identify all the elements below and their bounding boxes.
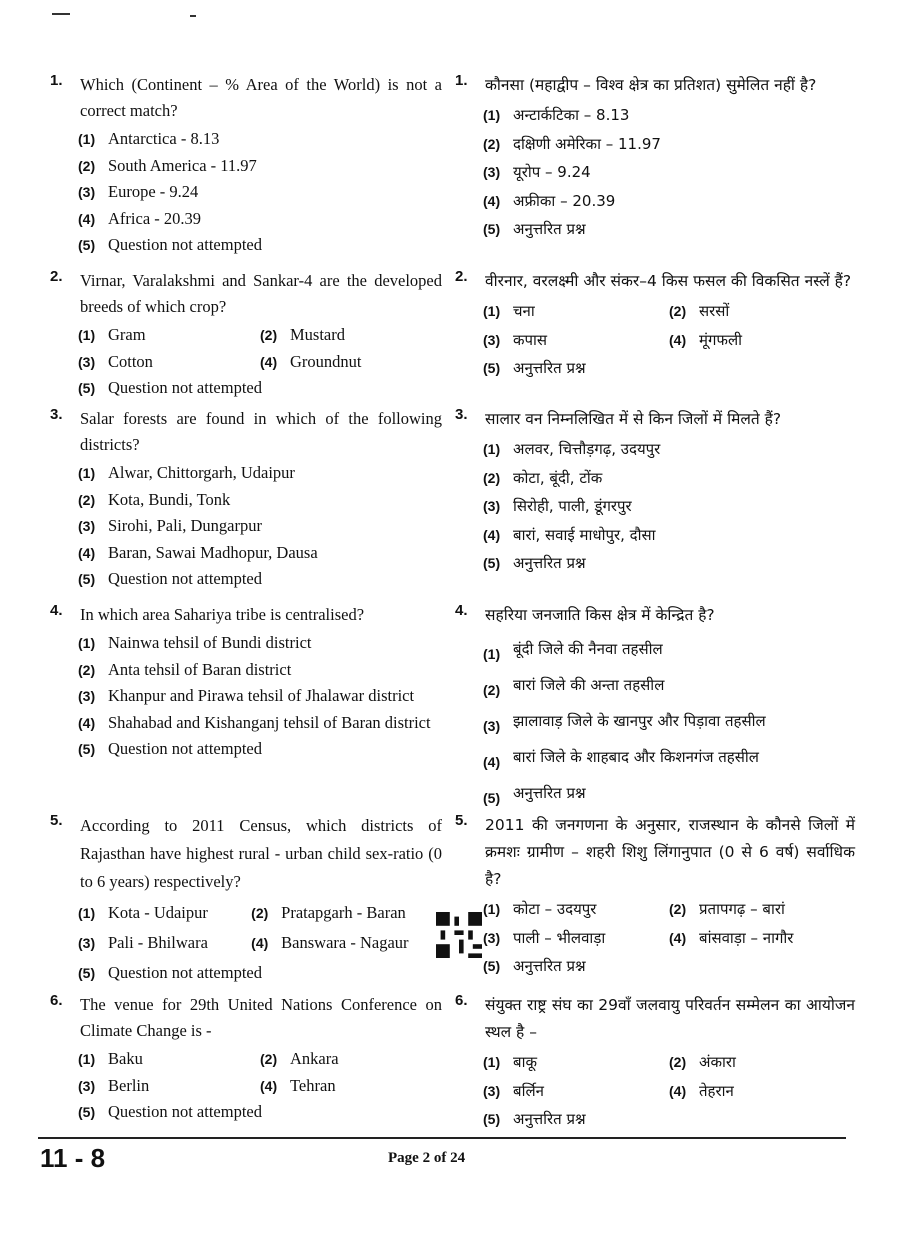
option (483, 1077, 669, 1106)
option-text: अनुत्तरित प्रश्न (513, 784, 586, 802)
option (78, 958, 442, 988)
option (483, 631, 855, 667)
option-number: (1) (78, 635, 96, 651)
option-number: (5) (78, 380, 96, 396)
options-list (483, 631, 855, 811)
option-number: (5) (483, 1111, 501, 1127)
option-text: प्रतापगढ़ – बारां (699, 900, 785, 918)
option-number: (4) (260, 1077, 278, 1094)
option-text: Sirohi, Pali, Dungarpur (108, 516, 262, 535)
option-text: Gram (108, 325, 146, 344)
options-list (483, 895, 855, 981)
option (251, 898, 442, 928)
option-number: (5) (78, 237, 96, 253)
option (483, 158, 855, 187)
option-number: (3) (483, 498, 501, 514)
option (78, 683, 442, 710)
option-text: अनुत्तरित प्रश्न (513, 220, 586, 238)
question-3-en (50, 406, 442, 593)
option (483, 895, 669, 924)
option (483, 326, 669, 355)
option-number: (4) (669, 331, 687, 348)
question-number: 5. (455, 812, 468, 829)
option-text: कपास (513, 330, 548, 349)
option-text: कोटा – उदयपुर (513, 900, 597, 918)
option (669, 297, 855, 326)
option-text: Nainwa tehsil of Bundi district (108, 633, 312, 652)
option-text: Europe - 9.24 (108, 182, 199, 201)
question-text: सालार वन निम्नलिखित में से किन जिलों में मिलते हैं? (485, 410, 782, 428)
option-text: Groundnut (290, 351, 362, 371)
option (483, 464, 855, 493)
option-number: (2) (260, 327, 278, 343)
question-number: 2. (455, 268, 468, 285)
option-number: (1) (78, 131, 96, 147)
option-text: Cotton (108, 351, 153, 371)
question-number: 5. (50, 812, 63, 829)
option-number: (3) (483, 718, 501, 734)
option (483, 101, 855, 130)
option-text: Kota, Bundi, Tonk (108, 489, 231, 509)
option (78, 928, 251, 958)
option-number: (2) (251, 905, 269, 921)
option-text: Tehran (290, 1075, 336, 1095)
option-number: (1) (483, 107, 501, 123)
options-list (78, 460, 442, 593)
option (260, 1073, 442, 1100)
footer-rule (38, 1137, 846, 1139)
option-text: अलवर, चित्तौड़गढ़, उदयपुर (513, 440, 661, 458)
options-list (483, 1048, 855, 1134)
option-number: (2) (483, 135, 501, 152)
option-number: (4) (260, 353, 278, 370)
option-text: Question not attempted (108, 963, 262, 982)
option-text: Question not attempted (108, 235, 262, 254)
option (483, 130, 855, 159)
question-number: 1. (50, 72, 63, 89)
option-text: South America - 11.97 (108, 155, 257, 175)
option-number: (1) (78, 905, 96, 921)
question-text: Which (Continent – % Area of the World) is not a correct match? (80, 75, 442, 120)
option (78, 630, 442, 657)
option (260, 1046, 442, 1073)
option-number: (4) (78, 714, 96, 731)
option-text: पाली – भीलवाड़ा (513, 928, 606, 947)
option-number: (2) (483, 682, 501, 698)
option-number: (3) (78, 184, 96, 200)
question-text: संयुक्त राष्ट्र संघ का 29वाँ जलवायु परिवर्तन सम्मेलन का आयोजन स्थल है – (485, 996, 855, 1041)
option (483, 215, 855, 244)
option-text: Question not attempted (108, 739, 262, 758)
option-number: (2) (78, 491, 96, 508)
option-number: (1) (483, 303, 501, 319)
question-number: 4. (455, 602, 468, 619)
question-4-en (50, 602, 442, 763)
option (669, 1048, 855, 1077)
question-1-hi (455, 72, 855, 244)
options-list (483, 297, 855, 383)
option-text: यूरोप – 9.24 (513, 163, 591, 181)
option-number: (3) (483, 164, 501, 180)
question-5-hi (455, 812, 855, 981)
option-number: (2) (78, 661, 96, 678)
option (78, 736, 442, 763)
option (78, 1046, 260, 1073)
option-number: (1) (78, 465, 96, 481)
option-text: Africa - 20.39 (108, 208, 202, 228)
option-text: बूंदी जिले की नैनवा तहसील (513, 640, 663, 658)
option-number: (4) (78, 210, 96, 227)
option-text: दक्षिणी अमेरिका – 11.97 (513, 134, 661, 153)
question-text: According to 2011 Census, which districts of Rajasthan have highest rural - urban child sex-ratio (0 to 6 years) respectively? (80, 816, 442, 891)
option (483, 667, 855, 703)
option (78, 232, 442, 259)
option-number: (1) (483, 646, 501, 662)
option-number: (5) (78, 571, 96, 587)
option (483, 775, 855, 811)
option (78, 487, 442, 514)
option (251, 928, 442, 958)
options-list (78, 898, 442, 988)
option-text: बर्लिन (513, 1081, 544, 1100)
question-number: 1. (455, 72, 468, 89)
option-number: (1) (483, 441, 501, 457)
option (669, 326, 855, 355)
question-number: 6. (50, 992, 63, 1009)
option-text: सरसों (699, 302, 730, 320)
option (483, 1105, 855, 1134)
option-number: (1) (483, 1054, 501, 1070)
question-number: 3. (50, 406, 63, 423)
option-text: अफ्रीका – 20.39 (513, 191, 616, 210)
qr-code-icon (436, 912, 482, 958)
option-text: Mustard (290, 325, 345, 344)
option (78, 1099, 442, 1126)
option-text: Khanpur and Pirawa tehsil of Jhalawar district (108, 686, 415, 705)
option-text: अनुत्तरित प्रश्न (513, 359, 586, 377)
option (78, 179, 442, 206)
option (78, 1073, 260, 1100)
question-2-en (50, 268, 442, 402)
option-number: (4) (483, 192, 501, 209)
option-text: मूंगफली (699, 330, 743, 349)
option-text: Banswara - Nagaur (281, 933, 409, 952)
option-number: (1) (78, 1051, 96, 1067)
option-number: (2) (260, 1051, 278, 1067)
option (483, 492, 855, 521)
question-text: वीरनार, वरलक्ष्मी और संकर–4 किस फसल की विकसित नस्लें हैं? (485, 272, 852, 290)
option-text: Berlin (108, 1075, 150, 1095)
option-text: Pali - Bhilwara (108, 933, 208, 952)
option (78, 540, 442, 567)
option-number: (2) (669, 303, 687, 319)
option (669, 924, 855, 953)
option-text: बाकू (513, 1053, 537, 1071)
option-text: बांसवाड़ा – नागौर (699, 928, 794, 947)
option-text: Question not attempted (108, 569, 262, 588)
option-text: अनुत्तरित प्रश्न (513, 957, 586, 975)
option-number: (4) (78, 544, 96, 561)
option-number: (5) (78, 741, 96, 757)
option-number: (5) (483, 958, 501, 974)
option-number: (1) (483, 901, 501, 917)
option (260, 349, 442, 376)
option (78, 349, 260, 376)
option-text: झालावाड़ जिले के खानपुर और पिड़ावा तहसील (513, 712, 766, 730)
option-text: Shahabad and Kishanganj tehsil of Baran district (108, 712, 431, 732)
question-1-en (50, 72, 442, 259)
option (78, 153, 442, 180)
question-6-en (50, 992, 442, 1126)
option-number: (4) (483, 526, 501, 543)
option (483, 952, 855, 981)
option-number: (3) (483, 331, 501, 348)
option-number: (4) (669, 1082, 687, 1099)
option-number: (3) (78, 353, 96, 370)
option (78, 566, 442, 593)
option-text: चना (513, 302, 535, 320)
options-list (78, 126, 442, 259)
options-list (483, 435, 855, 578)
option-number: (4) (483, 754, 501, 770)
option-text: तेहरान (699, 1081, 734, 1100)
options-list (78, 322, 442, 402)
question-text: Virnar, Varalakshmi and Sankar-4 are the developed breeds of which crop? (80, 271, 442, 316)
option-text: Anta tehsil of Baran district (108, 659, 292, 679)
option (260, 322, 442, 349)
question-3-hi (455, 406, 855, 578)
option (483, 924, 669, 953)
question-number: 4. (50, 602, 63, 619)
option-number: (5) (483, 221, 501, 237)
option (483, 1048, 669, 1077)
option (483, 354, 855, 383)
question-number: 2. (50, 268, 63, 285)
option (78, 898, 251, 928)
options-list (483, 101, 855, 244)
option-number: (2) (483, 469, 501, 486)
scan-mark (52, 13, 70, 15)
question-5-en (50, 812, 442, 988)
question-number: 3. (455, 406, 468, 423)
option-text: Kota - Udaipur (108, 903, 208, 922)
options-list (78, 1046, 442, 1126)
option-text: कोटा, बूंदी, टोंक (513, 468, 603, 487)
option-text: Question not attempted (108, 378, 262, 397)
option-number: (3) (483, 929, 501, 946)
option (483, 739, 855, 775)
option-number: (5) (78, 965, 96, 981)
option (78, 322, 260, 349)
option-number: (4) (251, 935, 269, 951)
option-text: अंकारा (699, 1053, 736, 1071)
option (483, 703, 855, 739)
option (483, 549, 855, 578)
question-text: In which area Sahariya tribe is centralised? (80, 605, 365, 624)
option (78, 375, 442, 402)
option (78, 206, 442, 233)
option (483, 435, 855, 464)
options-list (78, 630, 442, 763)
question-text: Salar forests are found in which of the following districts? (80, 409, 442, 454)
page-number: Page 2 of 24 (388, 1150, 466, 1166)
option-text: Antarctica - 8.13 (108, 129, 220, 148)
question-text: 2011 की जनगणना के अनुसार, राजस्थान के कौनसे जिलों में क्रमशः ग्रामीण – शहरी शिशु लिंगानुपात (0 से 6 वर्ष) सर्वाधिक है? (485, 816, 855, 888)
option-text: Baran, Sawai Madhopur, Dausa (108, 542, 318, 562)
option-text: सिरोही, पाली, डूंगरपुर (513, 497, 632, 515)
option-text: Baku (108, 1049, 143, 1068)
option-number: (1) (78, 327, 96, 343)
option-number: (5) (78, 1104, 96, 1120)
option (78, 460, 442, 487)
question-text: The venue for 29th United Nations Conference on Climate Change is - (80, 995, 442, 1040)
option-number: (5) (483, 555, 501, 571)
option-number: (3) (78, 688, 96, 704)
question-6-hi (455, 992, 855, 1134)
option-text: Ankara (290, 1049, 339, 1068)
option-text: बारां, सवाई माधोपुर, दौसा (513, 525, 656, 544)
option-text: बारां जिले की अन्ता तहसील (513, 676, 665, 694)
option (78, 513, 442, 540)
question-text: सहरिया जनजाति किस क्षेत्र में केन्द्रित है? (485, 606, 715, 624)
question-number: 6. (455, 992, 468, 1009)
option-number: (2) (669, 1054, 687, 1070)
question-text: कौनसा (महाद्वीप – विश्व क्षेत्र का प्रतिशत) सुमेलित नहीं है? (485, 76, 817, 94)
option-number: (3) (78, 518, 96, 534)
option-text: Pratapgarh - Baran (281, 903, 406, 922)
option (483, 187, 855, 216)
option-text: अनुत्तरित प्रश्न (513, 554, 586, 572)
booklet-code: 11 - 8 (40, 1143, 106, 1173)
scan-mark (190, 15, 196, 17)
option (78, 657, 442, 684)
option (78, 710, 442, 737)
option (483, 297, 669, 326)
question-2-hi (455, 268, 855, 383)
option-number: (5) (483, 360, 501, 376)
option (669, 1077, 855, 1106)
option-number: (3) (483, 1082, 501, 1099)
option-text: Alwar, Chittorgarh, Udaipur (108, 463, 295, 482)
option-number: (2) (78, 157, 96, 174)
option-text: अन्टार्कटिका – 8.13 (513, 106, 630, 124)
option-number: (5) (483, 790, 501, 806)
option-number: (2) (669, 901, 687, 917)
option (669, 895, 855, 924)
option (483, 521, 855, 550)
option-text: अनुत्तरित प्रश्न (513, 1110, 586, 1128)
option-text: बारां जिले के शाहबाद और किशनगंज तहसील (513, 748, 759, 766)
option-number: (3) (78, 935, 96, 951)
option-number: (3) (78, 1077, 96, 1094)
option (78, 126, 442, 153)
question-4-hi (455, 602, 855, 811)
option-number: (4) (669, 929, 687, 946)
option-text: Question not attempted (108, 1102, 262, 1121)
